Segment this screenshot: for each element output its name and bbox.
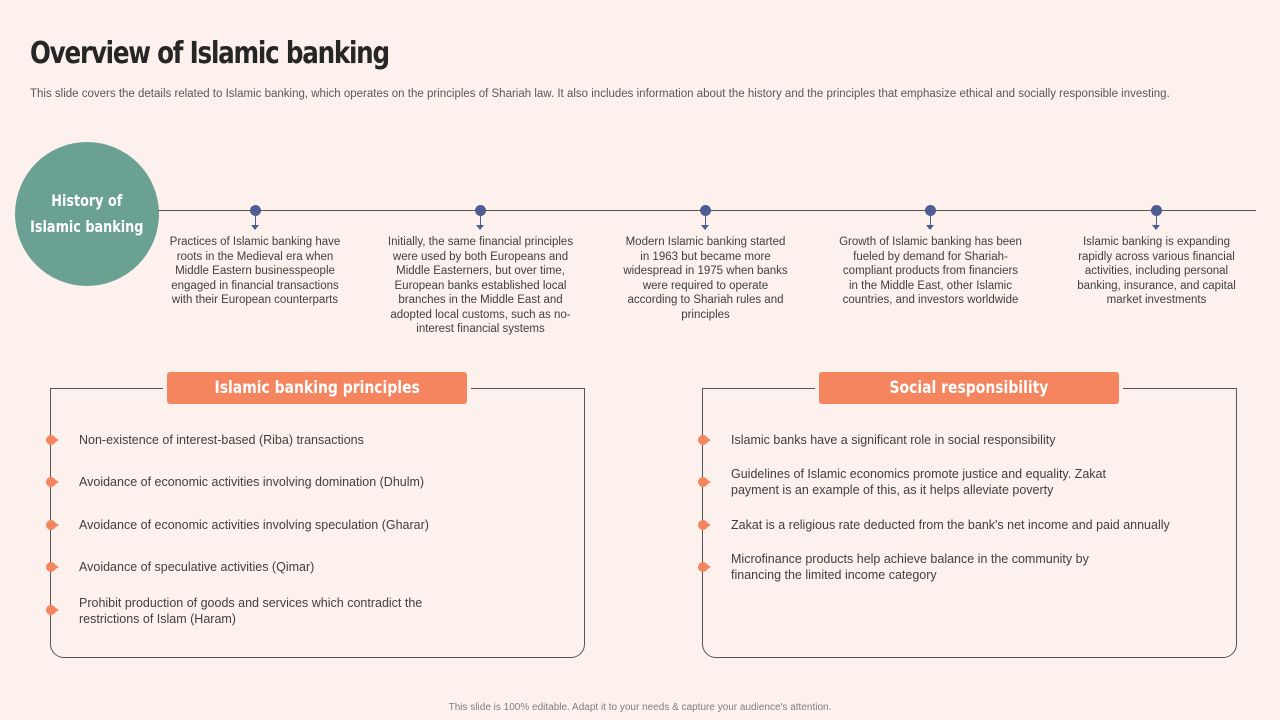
bullet-icon [698, 476, 712, 488]
timeline-marker [474, 205, 486, 231]
page-subtitle: This slide covers the details related to Islamic banking, which operates on the principles of Shariah law. It also includes information about the history and the principles that emphasize ethical and socially responsible investing. [30, 88, 1170, 100]
bullet-icon [46, 604, 60, 616]
timeline-marker [249, 205, 261, 231]
bullet-icon [698, 561, 712, 573]
bullet-icon [46, 519, 60, 531]
principle-item: Avoidance of speculative activities (Qimar) [79, 560, 315, 574]
bullet-icon [46, 476, 60, 488]
footer-note: This slide is 100% editable. Adapt it to your needs & capture your audience's attention. [448, 702, 832, 713]
principle-item: Avoidance of economic activities involving speculation (Gharar) [79, 518, 429, 532]
timeline-marker [1150, 205, 1162, 231]
principles-heading: Islamic banking principles [214, 378, 420, 398]
timeline-marker [699, 205, 711, 231]
bullet-icon [698, 519, 712, 531]
principle-item: Avoidance of economic activities involving domination (Dhulm) [79, 475, 425, 489]
bullet-icon [46, 434, 60, 446]
principle-item: Non-existence of interest-based (Riba) transactions [79, 433, 364, 447]
bullet-icon [698, 434, 712, 446]
principles-header [167, 372, 467, 404]
history-circle [15, 142, 159, 286]
timeline-text: Practices of Islamic banking have roots in the Medieval era when Middle Eastern businesspeople engaged in financial transactions with their European counterparts [169, 236, 341, 306]
social-item: Microfinance products help achieve balance in the community by financing the limited income category [731, 552, 1089, 582]
social-heading: Social responsibility [889, 378, 1049, 398]
timeline-text: Islamic banking is expanding rapidly across various financial activities, including personal banking, insurance, and capital market investments [1077, 236, 1236, 306]
bullet-icon [46, 561, 60, 573]
social-item: Zakat is a religious rate deducted from the bank's net income and paid annually [731, 518, 1170, 532]
timeline-text: Modern Islamic banking started in 1963 but became more widespread in 1975 when banks were required to operate according to Shariah rules and principles [623, 236, 788, 321]
social-header [819, 372, 1119, 404]
social-item: Guidelines of Islamic economics promote justice and equality. Zakat payment is an example of this, as it helps alleviate poverty [731, 467, 1106, 497]
timeline-text: Initially, the same financial principles were used by both Europeans and Middle Easterners, but over time, European banks established local branches in the Middle East and adopted local customs, such as no-interest financial systems [387, 236, 574, 335]
timeline-marker [924, 205, 936, 231]
history-label: History of Islamic banking [30, 191, 144, 236]
social-item: Islamic banks have a significant role in social responsibility [731, 433, 1056, 447]
principle-item: Prohibit production of goods and services which contradict the restrictions of Islam (Haram) [79, 596, 423, 626]
page-title: Overview of Islamic banking [30, 36, 389, 71]
timeline-text: Growth of Islamic banking has been fueled by demand for Shariah-compliant products from financiers in the Middle East, other Islamic countries, and investors worldwide [839, 236, 1022, 306]
